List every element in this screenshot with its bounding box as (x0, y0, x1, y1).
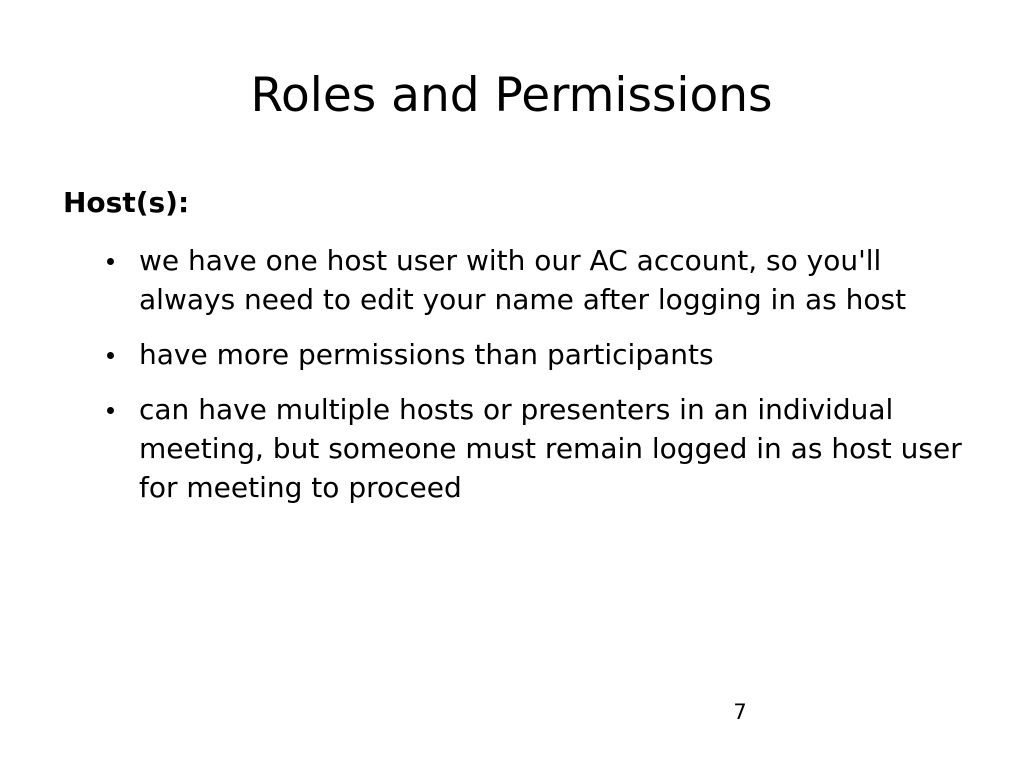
bullet-item-1 (100, 241, 980, 319)
bullet-text-3: can have multiple hosts or presenters in an individual meeting, but someone must remain logged in as host user for meeting to proceed (139, 393, 962, 504)
page-number: 7 (733, 700, 747, 724)
bullet-list (100, 241, 980, 523)
bullet-item-2 (100, 335, 980, 374)
bullet-dot-icon (107, 258, 114, 265)
bullet-text-1: we have one host user with our AC account, so you'll always need to edit your name after logging in as host (139, 244, 907, 316)
bullet-item-3 (100, 390, 980, 507)
slide-title: Roles and Permissions (250, 68, 773, 123)
bullet-dot-icon (107, 407, 114, 414)
bullet-text-2: have more permissions than participants (139, 338, 714, 371)
section-heading: Host(s): (63, 186, 190, 219)
bullet-dot-icon (107, 352, 114, 359)
